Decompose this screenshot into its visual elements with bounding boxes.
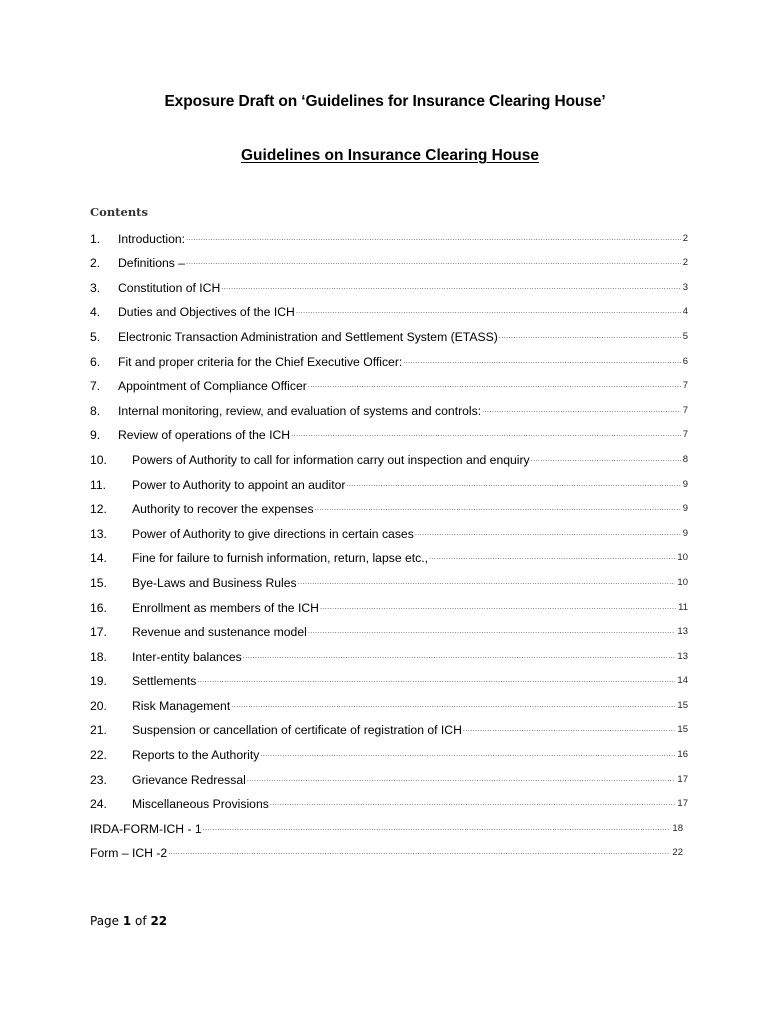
toc-entry[interactable] [90, 221, 690, 246]
page-of: of [131, 914, 151, 928]
toc-dot-leader [270, 797, 676, 811]
page-total: 22 [150, 914, 168, 928]
toc-entry-title: Definitions – [118, 256, 186, 271]
toc-entry-page: 10 [677, 576, 688, 588]
toc-entry-number: 5. [90, 329, 101, 344]
toc-entry-page: 13 [677, 650, 688, 662]
toc-entry-title: IRDA-FORM-ICH - 1 [90, 821, 202, 836]
toc-entry-title: Constitution of ICH [118, 280, 221, 295]
toc-entry-title: Form – ICH -2 [90, 846, 168, 861]
toc-entry[interactable] [90, 836, 690, 861]
toc-entry-title: Grievance Redressal [132, 772, 246, 787]
toc-entry-page: 17 [677, 773, 688, 785]
toc-entry-page: 2 [682, 232, 688, 244]
toc-entry-page: 15 [677, 724, 688, 736]
toc-entry-title: Settlements [132, 674, 197, 689]
toc-entry-title: Appointment of Compliance Officer [118, 379, 307, 394]
toc-entry-page: 16 [677, 749, 688, 761]
document-subtitle: Guidelines on Insurance Clearing House [240, 147, 539, 164]
toc-entry-number: 18. [90, 649, 107, 664]
contents-heading: Contents [90, 205, 148, 219]
toc-entry[interactable] [90, 246, 690, 271]
toc-entry-page: 22 [672, 847, 683, 859]
toc-dot-leader [298, 576, 676, 590]
toc-entry-number: 21. [90, 723, 107, 738]
document-title: Exposure Draft on ‘Guidelines for Insurance Clearing House’ [164, 93, 606, 110]
toc-entry-number: 19. [90, 674, 107, 689]
toc-entry-title: Power of Authority to give directions in certain cases [132, 526, 414, 541]
toc-entry[interactable] [90, 762, 690, 787]
toc-dot-leader [168, 846, 670, 860]
toc-entry-number: 2. [90, 256, 101, 271]
toc-dot-leader [247, 773, 676, 787]
toc-entry-page: 5 [682, 330, 688, 342]
toc-dot-leader [499, 330, 681, 344]
toc-entry-number: 17. [90, 625, 107, 640]
toc-entry[interactable] [90, 467, 690, 492]
toc-dot-leader [260, 748, 675, 762]
toc-entry-page: 18 [672, 822, 683, 834]
toc-entry[interactable] [90, 664, 690, 689]
toc-entry[interactable] [90, 270, 690, 295]
toc-entry-number: 23. [90, 772, 107, 787]
toc-entry[interactable] [90, 615, 690, 640]
toc-entry-page: 7 [682, 404, 688, 416]
toc-entry-number: 4. [90, 305, 101, 320]
toc-entry[interactable] [90, 688, 690, 713]
toc-entry-page: 6 [682, 355, 688, 367]
toc-entry-title: Electronic Transaction Administration and Settlement System (ETASS) [118, 329, 498, 344]
toc-dot-leader [231, 699, 675, 713]
toc-entry-title: Introduction: [118, 231, 186, 246]
toc-entry-number: 6. [90, 354, 101, 369]
toc-entry[interactable] [90, 369, 690, 394]
toc-dot-leader [243, 650, 676, 664]
toc-entry-title: Duties and Objectives of the ICH [118, 305, 295, 320]
toc-entry[interactable] [90, 492, 690, 517]
toc-dot-leader [346, 478, 680, 492]
toc-entry-title: Review of operations of the ICH [118, 428, 291, 443]
toc-entry-number: 9. [90, 428, 101, 443]
page-prefix: Page [90, 914, 123, 928]
toc-entry-page: 3 [682, 281, 688, 293]
toc-entry-title: Bye-Laws and Business Rules [132, 575, 297, 590]
toc-entry-page: 7 [682, 380, 688, 392]
toc-entry-title: Inter-entity balances [132, 649, 242, 664]
toc-entry[interactable] [90, 737, 690, 762]
toc-entry-title: Powers of Authority to call for information carry out inspection and enquiry [132, 452, 530, 467]
toc-entry[interactable] [90, 516, 690, 541]
toc-entry-number: 24. [90, 797, 107, 812]
toc-entry-title: Reports to the Authority [132, 748, 260, 763]
toc-dot-leader [320, 601, 676, 615]
toc-entry-number: 7. [90, 379, 101, 394]
toc-entry-title: Enrollment as members of the ICH [132, 600, 319, 615]
toc-entry-page: 13 [677, 626, 688, 638]
toc-entry-number: 1. [90, 231, 101, 246]
table-of-contents [90, 221, 690, 860]
toc-entry[interactable] [90, 418, 690, 443]
toc-entry-number: 10. [90, 452, 107, 467]
toc-entry-number: 15. [90, 575, 107, 590]
toc-entry-title: Internal monitoring, review, and evaluation of systems and controls: [118, 403, 482, 418]
toc-entry-page: 9 [682, 503, 688, 515]
toc-entry-page: 11 [678, 601, 688, 613]
toc-entry-page: 9 [682, 527, 688, 539]
toc-entry[interactable] [90, 639, 690, 664]
toc-dot-leader [531, 453, 681, 467]
toc-dot-leader [415, 527, 681, 541]
toc-entry[interactable] [90, 319, 690, 344]
toc-dot-leader [403, 355, 680, 369]
toc-entry-title: Suspension or cancellation of certificate of registration of ICH [132, 723, 462, 738]
toc-entry-title: Miscellaneous Provisions [132, 797, 269, 812]
toc-dot-leader [308, 625, 676, 639]
toc-entry-page: 10 [677, 552, 688, 564]
toc-entry-title: Authority to recover the expenses [132, 502, 314, 517]
toc-entry-title: Power to Authority to appoint an auditor [132, 477, 346, 492]
toc-entry[interactable] [90, 590, 690, 615]
toc-entry-number: 14. [90, 551, 107, 566]
toc-entry-title: Fit and proper criteria for the Chief Executive Officer: [118, 354, 403, 369]
toc-dot-leader [291, 428, 681, 442]
toc-entry-page: 17 [677, 798, 688, 810]
toc-entry-title: Fine for failure to furnish information, return, lapse etc., [132, 551, 429, 566]
toc-entry-number: 11. [90, 477, 107, 492]
toc-entry-page: 9 [682, 478, 688, 490]
toc-entry[interactable] [90, 541, 690, 566]
toc-entry-number: 12. [90, 502, 107, 517]
toc-dot-leader [203, 822, 671, 836]
toc-entry[interactable] [90, 811, 690, 836]
toc-dot-leader [315, 502, 681, 516]
toc-dot-leader [296, 305, 681, 319]
toc-entry-number: 22. [90, 748, 107, 763]
toc-dot-leader [186, 232, 681, 246]
toc-entry-number: 20. [90, 698, 107, 713]
toc-entry-number: 16. [90, 600, 107, 615]
toc-dot-leader [186, 256, 681, 270]
toc-entry-page: 7 [682, 429, 688, 441]
toc-entry-number: 13. [90, 526, 107, 541]
toc-entry-page: 2 [682, 257, 688, 269]
toc-entry[interactable] [90, 787, 690, 812]
toc-dot-leader [197, 674, 675, 688]
toc-entry-title: Revenue and sustenance model [132, 625, 307, 640]
toc-entry[interactable] [90, 713, 690, 738]
toc-dot-leader [463, 723, 676, 737]
toc-entry-title: Risk Management [132, 698, 231, 713]
toc-entry[interactable] [90, 295, 690, 320]
toc-entry[interactable] [90, 393, 690, 418]
toc-entry-page: 8 [682, 453, 688, 465]
toc-entry-number: 3. [90, 280, 101, 295]
toc-dot-leader [429, 551, 675, 565]
toc-entry-page: 4 [682, 306, 688, 318]
toc-dot-leader [308, 379, 681, 393]
toc-entry-page: 14 [677, 675, 688, 687]
page-current: 1 [122, 914, 132, 928]
toc-entry[interactable] [90, 565, 690, 590]
toc-dot-leader [482, 404, 681, 418]
toc-entry[interactable] [90, 344, 690, 369]
page-number-footer [90, 914, 167, 928]
toc-entry[interactable] [90, 442, 690, 467]
toc-entry-number: 8. [90, 403, 101, 418]
toc-dot-leader [221, 281, 680, 295]
toc-entry-page: 15 [677, 699, 688, 711]
